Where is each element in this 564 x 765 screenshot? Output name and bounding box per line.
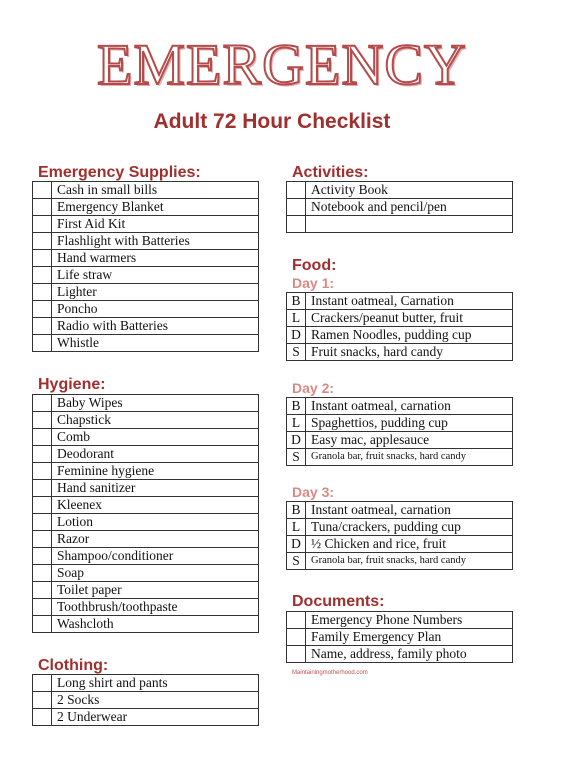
checkbox[interactable] <box>33 675 52 692</box>
checklist-item: Name, address, family photo <box>306 646 513 663</box>
checklist-row <box>287 646 513 663</box>
footer-source: Maintainingmotherhood.com <box>292 670 368 676</box>
meal-letter: B <box>287 293 306 310</box>
meal-row <box>287 398 513 415</box>
checkbox[interactable] <box>33 318 52 335</box>
checklist-row <box>33 531 259 548</box>
checklist-row <box>33 675 259 692</box>
checklist-item: Toothbrush/toothpaste <box>52 599 259 616</box>
checklist-item: Family Emergency Plan <box>306 629 513 646</box>
supplies-heading: Emergency Supplies: <box>38 164 201 181</box>
checkbox[interactable] <box>33 199 52 216</box>
checklist-row <box>33 335 259 352</box>
meal-text: Easy mac, applesauce <box>306 432 513 449</box>
checklist-item: Deodorant <box>52 446 259 463</box>
checklist-item: Whistle <box>52 335 259 352</box>
meal-row <box>287 502 513 519</box>
checklist-row <box>287 629 513 646</box>
meal-row <box>287 519 513 536</box>
checklist-item <box>306 216 513 233</box>
meal-text: ½ Chicken and rice, fruit <box>306 536 513 553</box>
checklist-item: Notebook and pencil/pen <box>306 199 513 216</box>
meal-text: Instant oatmeal, Carnation <box>306 293 513 310</box>
checklist-row <box>287 199 513 216</box>
meal-row <box>287 293 513 310</box>
meal-text: Granola bar, fruit snacks, hard candy <box>306 553 513 570</box>
checklist-row <box>33 267 259 284</box>
checkbox[interactable] <box>33 514 52 531</box>
checklist-row <box>33 395 259 412</box>
checklist-row <box>33 412 259 429</box>
checklist-row <box>33 199 259 216</box>
checklist-item: Emergency Phone Numbers <box>306 612 513 629</box>
checkbox[interactable] <box>33 497 52 514</box>
checklist-row <box>33 463 259 480</box>
checklist-item: Hand sanitizer <box>52 480 259 497</box>
checklist-item: Flashlight with Batteries <box>52 233 259 250</box>
checkbox[interactable] <box>33 284 52 301</box>
checkbox[interactable] <box>287 629 306 646</box>
meal-text: Instant oatmeal, carnation <box>306 398 513 415</box>
checklist-item: Shampoo/conditioner <box>52 548 259 565</box>
checklist-item: Activity Book <box>306 182 513 199</box>
checkbox[interactable] <box>33 395 52 412</box>
checklist-item: 2 Underwear <box>52 709 259 726</box>
documents-heading: Documents: <box>292 593 385 610</box>
checklist-row <box>33 514 259 531</box>
meal-letter: D <box>287 327 306 344</box>
documents-table <box>286 611 513 663</box>
meal-letter: L <box>287 415 306 432</box>
checkbox[interactable] <box>33 531 52 548</box>
checkbox[interactable] <box>287 182 306 199</box>
checklist-item: Kleenex <box>52 497 259 514</box>
checklist-row <box>33 497 259 514</box>
hygiene-heading: Hygiene: <box>38 376 106 393</box>
supplies-table <box>32 181 259 352</box>
checklist-item: Comb <box>52 429 259 446</box>
activities-table <box>286 181 513 233</box>
checklist-item: Baby Wipes <box>52 395 259 412</box>
checklist-item: Feminine hygiene <box>52 463 259 480</box>
meal-row <box>287 432 513 449</box>
meal-letter: S <box>287 553 306 570</box>
checklist-item: Hand warmers <box>52 250 259 267</box>
meal-row <box>287 310 513 327</box>
meal-letter: S <box>287 344 306 361</box>
checklist-item: Poncho <box>52 301 259 318</box>
meal-letter: B <box>287 398 306 415</box>
checkbox[interactable] <box>33 250 52 267</box>
checkbox[interactable] <box>33 599 52 616</box>
checklist-row <box>33 284 259 301</box>
meal-text: Tuna/crackers, pudding cup <box>306 519 513 536</box>
checklist-row <box>287 612 513 629</box>
checkbox[interactable] <box>33 463 52 480</box>
checkbox[interactable] <box>287 646 306 663</box>
checklist-row <box>33 548 259 565</box>
day1-heading: Day 1: <box>292 275 335 291</box>
checklist-row <box>33 692 259 709</box>
checklist-row <box>33 446 259 463</box>
meal-letter: L <box>287 519 306 536</box>
clothing-table <box>32 674 259 726</box>
checklist-item: Cash in small bills <box>52 182 259 199</box>
checklist-row <box>33 429 259 446</box>
checklist-row <box>33 318 259 335</box>
meal-letter: B <box>287 502 306 519</box>
checklist-item: Washcloth <box>52 616 259 633</box>
checkbox[interactable] <box>33 429 52 446</box>
page-title: EMERGENCY <box>97 32 467 97</box>
checklist-row <box>33 216 259 233</box>
checkbox[interactable] <box>33 216 52 233</box>
checklist-row <box>287 182 513 199</box>
checkbox[interactable] <box>33 267 52 284</box>
checkbox[interactable] <box>33 412 52 429</box>
meal-row <box>287 344 513 361</box>
checklist-row <box>287 216 513 233</box>
checkbox[interactable] <box>33 301 52 318</box>
meal-text: Spaghettios, pudding cup <box>306 415 513 432</box>
meal-text: Instant oatmeal, carnation <box>306 502 513 519</box>
meal-letter: L <box>287 310 306 327</box>
checklist-item: Razor <box>52 531 259 548</box>
checklist-item: Soap <box>52 565 259 582</box>
checklist-item: Emergency Blanket <box>52 199 259 216</box>
checkbox[interactable] <box>33 709 52 726</box>
checklist-item: Lotion <box>52 514 259 531</box>
checkbox[interactable] <box>33 582 52 599</box>
checklist-item: Life straw <box>52 267 259 284</box>
checkbox[interactable] <box>33 182 52 199</box>
checklist-row <box>33 480 259 497</box>
meal-letter: D <box>287 536 306 553</box>
checklist-item: 2 Socks <box>52 692 259 709</box>
checklist-row <box>33 582 259 599</box>
checklist-row <box>33 250 259 267</box>
meal-text: Crackers/peanut butter, fruit <box>306 310 513 327</box>
checklist-row <box>33 233 259 250</box>
checkbox[interactable] <box>287 216 306 233</box>
day2-heading: Day 2: <box>292 380 335 396</box>
checklist-item: Lighter <box>52 284 259 301</box>
meal-row <box>287 327 513 344</box>
meal-row <box>287 449 513 466</box>
food-heading: Food: <box>292 257 337 274</box>
meal-text: Fruit snacks, hard candy <box>306 344 513 361</box>
activities-heading: Activities: <box>292 164 369 181</box>
day3-table <box>286 501 513 570</box>
checkbox[interactable] <box>33 446 52 463</box>
meal-letter: D <box>287 432 306 449</box>
page-subtitle: Adult 72 Hour Checklist <box>153 110 391 133</box>
checklist-item: Chapstick <box>52 412 259 429</box>
meal-text: Granola bar, fruit snacks, hard candy <box>306 449 513 466</box>
checklist-row <box>33 709 259 726</box>
checklist-item: Long shirt and pants <box>52 675 259 692</box>
checklist-item: First Aid Kit <box>52 216 259 233</box>
checkbox[interactable] <box>33 233 52 250</box>
checkbox[interactable] <box>287 199 306 216</box>
checkbox[interactable] <box>33 548 52 565</box>
clothing-heading: Clothing: <box>38 657 109 674</box>
meal-row <box>287 553 513 570</box>
day2-table <box>286 397 513 466</box>
checklist-row <box>33 565 259 582</box>
checklist-row <box>33 599 259 616</box>
checklist-item: Radio with Batteries <box>52 318 259 335</box>
checkbox[interactable] <box>33 616 52 633</box>
checkbox[interactable] <box>33 335 52 352</box>
meal-row <box>287 536 513 553</box>
checklist-row <box>33 616 259 633</box>
checkbox[interactable] <box>33 480 52 497</box>
meal-text: Ramen Noodles, pudding cup <box>306 327 513 344</box>
meal-letter: S <box>287 449 306 466</box>
checklist-item: Toilet paper <box>52 582 259 599</box>
day3-heading: Day 3: <box>292 484 335 500</box>
checklist-row <box>33 301 259 318</box>
checklist-row <box>33 182 259 199</box>
hygiene-table <box>32 394 259 633</box>
meal-row <box>287 415 513 432</box>
checkbox[interactable] <box>33 565 52 582</box>
checkbox[interactable] <box>287 612 306 629</box>
day1-table <box>286 292 513 361</box>
checkbox[interactable] <box>33 692 52 709</box>
